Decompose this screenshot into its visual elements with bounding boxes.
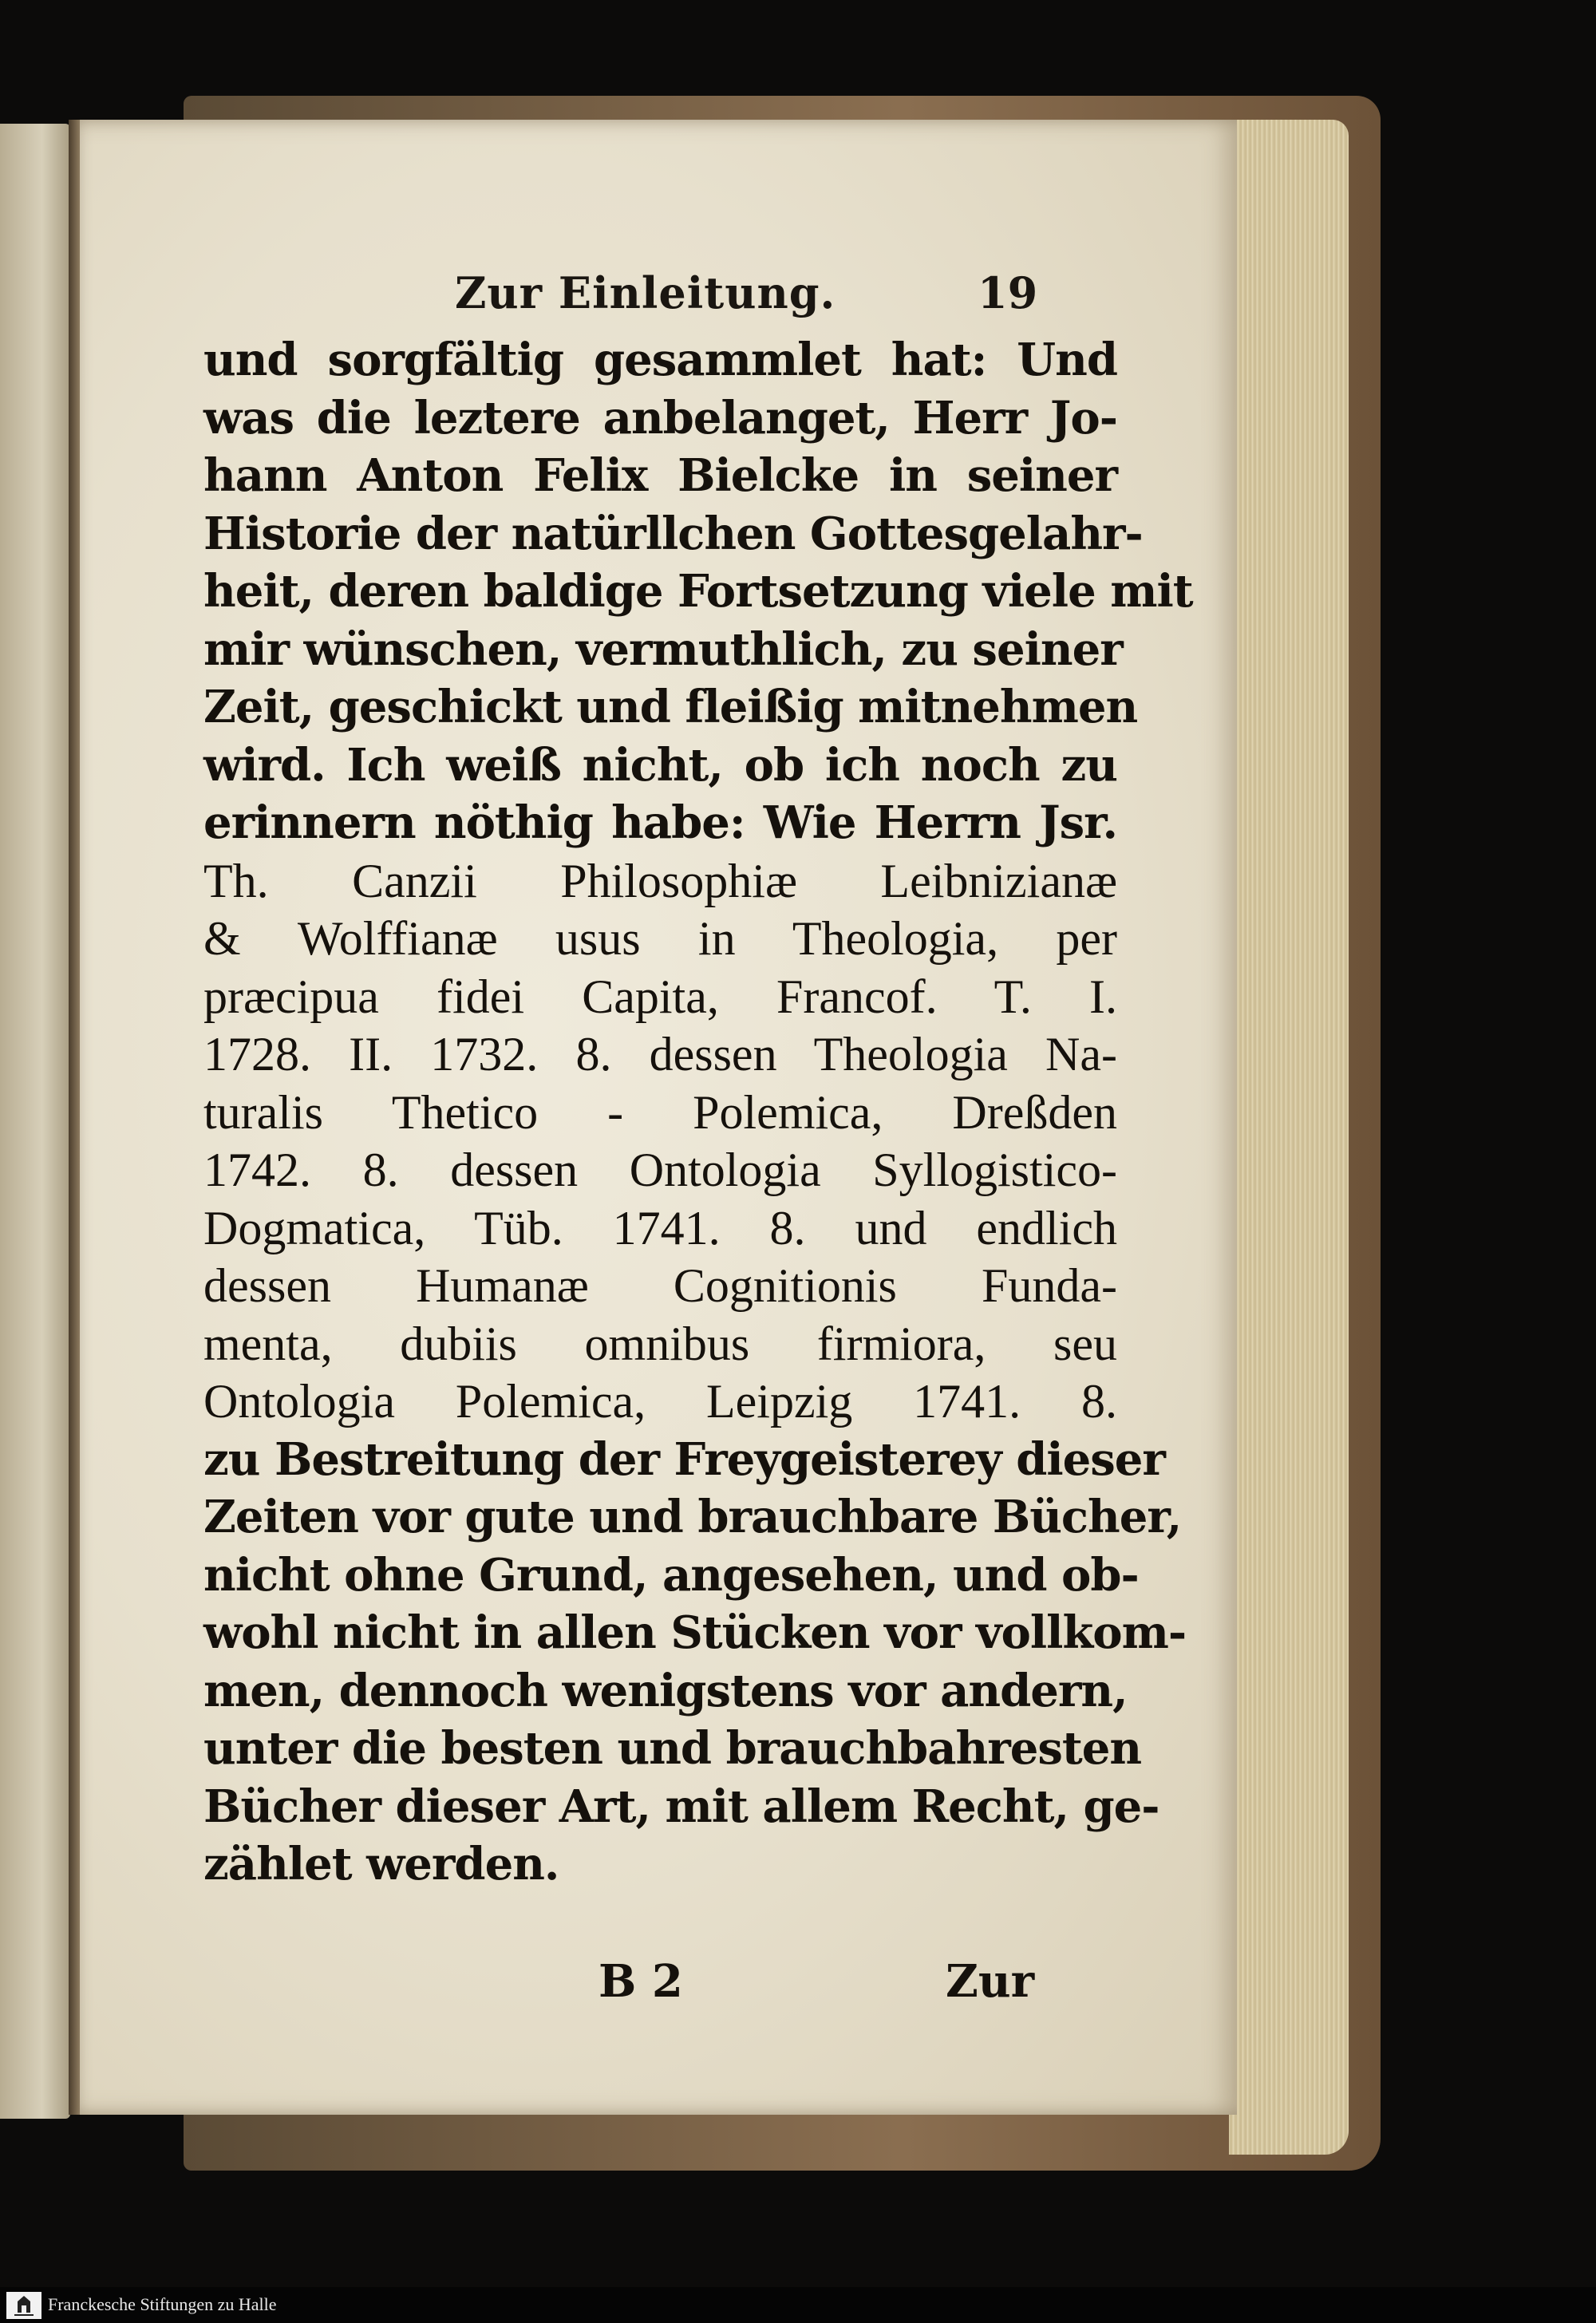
binding-gutter xyxy=(69,120,80,2115)
text-line: unter die besten und brauchbahresten xyxy=(203,1722,1142,1775)
text-line: wohl nicht in allen Stücken vor vollkom- xyxy=(203,1606,1187,1659)
text-line: menta, dubiis omnibus firmiora, seu xyxy=(203,1317,1117,1370)
text-line: Ontologia Polemica, Leipzig 1741. 8. xyxy=(203,1375,1117,1428)
catchword: Zur xyxy=(946,1955,1035,2008)
text-line: mir wünschen, vermuthlich, zu seiner xyxy=(203,622,1123,676)
header-title: Zur Einleitung. xyxy=(455,267,836,318)
signature-mark: B 2 xyxy=(598,1955,683,2008)
page-footer-catchwords xyxy=(72,1955,1237,2027)
text-line: heit, deren baldige Fortsetzung viele mit xyxy=(203,565,1193,618)
text-line: 1742. 8. dessen Ontologia Syllogistico- xyxy=(203,1144,1117,1196)
text-line: und sorgfältig gesammlet hat: Und xyxy=(203,334,1117,386)
book-page xyxy=(72,120,1237,2115)
text-line: præcipua fidei Capita, Francof. T. I. xyxy=(203,970,1117,1023)
text-line: wird. Ich weiß nicht, ob ich noch zu xyxy=(203,738,1117,792)
text-line: was die leztere anbelanget, Herr Jo- xyxy=(203,391,1117,444)
text-line: Bücher dieser Art, mit allem Recht, ge- xyxy=(203,1780,1159,1833)
text-line: Zeiten vor gute und brauchbare Bücher, xyxy=(203,1491,1182,1543)
footer-bar xyxy=(0,2287,1596,2323)
text-line: erinnern nöthig habe: Wie Herrn Jsr. xyxy=(203,796,1117,849)
institution-logo-icon xyxy=(6,2292,41,2319)
page-number: 19 xyxy=(978,267,1038,318)
text-line: turalis Thetico - Polemica, Dreßden xyxy=(203,1085,1117,1139)
facing-page-edge xyxy=(0,124,70,2119)
text-line: men, dennoch wenigstens vor andern, xyxy=(203,1664,1128,1717)
running-header xyxy=(72,259,1237,331)
text-line: Zeit, geschickt und fleißig mitnehmen xyxy=(203,681,1138,733)
text-line: zu Bestreitung der Freygeisterey dieser xyxy=(203,1432,1165,1486)
text-line: zählet werden. xyxy=(203,1838,559,1890)
text-line: dessen Humanæ Cognitionis Funda- xyxy=(203,1259,1117,1312)
page-edges xyxy=(1229,120,1349,2155)
text-line: Historie der natürllchen Gottesgelahr- xyxy=(203,507,1143,560)
text-line: Th. Canzii Philosophiæ Leibnizianæ xyxy=(203,854,1117,907)
text-line: nicht ohne Grund, angesehen, und ob- xyxy=(203,1548,1139,1602)
text-line: 1728. II. 1732. 8. dessen Theologia Na- xyxy=(203,1028,1117,1081)
text-line: hann Anton Felix Bielcke in seiner xyxy=(203,449,1117,502)
institution-name: Franckesche Stiftungen zu Halle xyxy=(48,2294,277,2314)
text-line: & Wolffianæ usus in Theologia, per xyxy=(203,912,1117,965)
text-line: Dogmatica, Tüb. 1741. 8. und endlich xyxy=(203,1201,1117,1254)
body-text xyxy=(203,331,1193,1894)
